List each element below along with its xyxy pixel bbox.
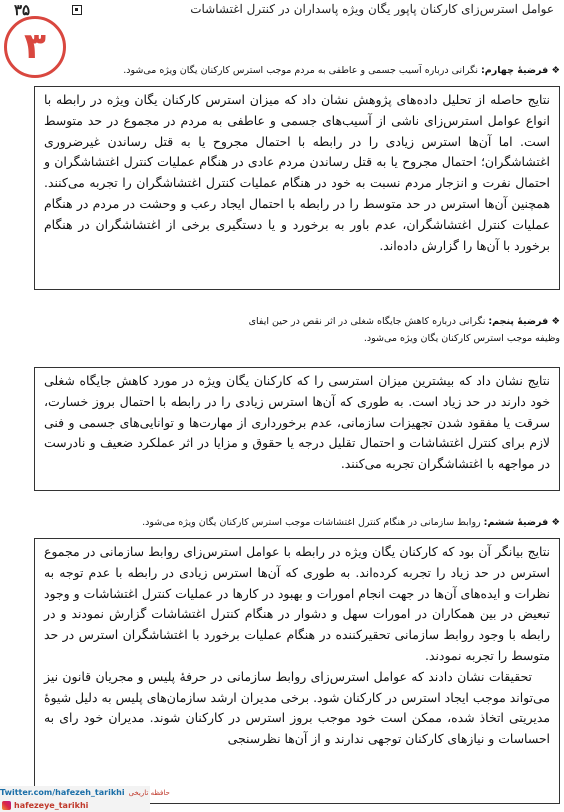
instagram-icon: [2, 801, 11, 810]
hypothesis-6: [50, 514, 560, 531]
hypothesis-4: [50, 62, 560, 79]
hypothesis-text: نگرانی درباره کاهش جایگاه شغلی در اثر نقص در حین ایفای وظیفه موجب استرس کارکنان یگان ویژه می‌شود.: [248, 316, 560, 344]
hypothesis-text: روابط سازمانی در هنگام کنترل اغتشاشات موجب استرس کارکنان یگان ویژه می‌شود.: [142, 517, 484, 528]
square-bullet-icon: [72, 5, 82, 15]
twitter-handle[interactable]: Twitter.com/hafezeh_tarikhi: [0, 788, 125, 797]
seal-digit: ۳: [24, 26, 46, 67]
twitter-note: حافظه تاریخی: [128, 788, 170, 797]
page-number: ۳۵: [14, 1, 31, 19]
instagram-handle[interactable]: hafezeye_tarikhi: [14, 801, 89, 810]
hypothesis-text: نگرانی درباره آسیب جسمی و عاطفی به مردم موجب استرس کارکنان یگان ویژه می‌شود.: [123, 65, 481, 76]
hypothesis-label: ❖ فرضیهٔ ششم:: [483, 517, 560, 528]
hypothesis-label: ❖ فرضیهٔ چهارم:: [481, 65, 560, 76]
results-box-6: [34, 538, 560, 804]
result-paragraph: نتایج بیانگر آن بود که کارکنان یگان ویژه در رابطه با عوامل استرس‌زای روابط سازمانی در مجموع استرس در حد زیاد را تجربه کرده‌اند. به طوری که آن‌ها استرس زیادی در رابطه با عدم توجه به نظرات و ایده‌های آن‌ها در جهت انجام امورات و بهبود در کارها در عملیات کنترل اغتشاشات و وجود تبعیض در بین همکاران در امورات سهل و دشوار در هنگام کنترل اغتشاشات گزارش نمودند و در رابطه با وجود روابط سازمانی تحقیرکننده در هنگام عملیات برخورد با اغتشاشگران استرس در حد متوسط را تجربه نمودند.: [44, 544, 550, 663]
results-box-5: [34, 367, 560, 491]
result-paragraph: تحقیقات نشان دادند که عوامل استرس‌زای روابط سازمانی در حرفهٔ پلیس و مجریان قانون نیز می‌تواند موجب ایجاد استرس در کارکنان شود. برخی مدیران ارشد سازمان‌های پلیس به دلیل شیوهٔ مدیریتی اتخاذ شده، ممکن است خود موجب بروز استرس در کارکنان شوند. مدیران خود رای به احساسات و نیازهای کارکنان توجهی ندارند و از آن‌ها نظرسنجی: [44, 668, 550, 747]
results-box-4: [34, 86, 560, 290]
social-watermark: [0, 786, 170, 812]
twitter-row: [0, 786, 170, 799]
hypothesis-label: ❖ فرضیهٔ پنجم:: [488, 316, 560, 327]
result-paragraph: نتایج حاصله از تحلیل داده‌های پژوهش نشان داد که میزان استرس کارکنان یگان ویژه در رابطه با انواع عوامل استرس‌زای ناشی از آسیب‌های جسمی و عاطفی به مردم در مجموع در حد متوسط است. اما آن‌ها استرس زیادی را در رابطه با احتمال مجروح یا به قتل رساندن غیرضروری اغتشاشگران؛ احتمال مجروح یا به قتل رساندن مردم عادی در هنگام عملیات کنترل اغتشاشگران و احتمال نفرت و انزجار مردم نسبت به خود در هنگام عملیات کنترل اغتشاشگران را تجربه می‌کنند. همچنین آن‌ها استرس در حد متوسط را در رابطه با احتمال ایجاد رعب و وحشت در مردم در هنگام عملیات کنترل اغتشاشگران، عدم باور به برخورد و یا دستگیری برخی از اغتشاشگران در هنگام برخورد با آن‌ها را گزارش داده‌اند.: [44, 92, 550, 253]
instagram-row: [0, 799, 150, 812]
result-paragraph: نتایج نشان داد که بیشترین میزان استرسی را که کارکنان یگان ویژه در مورد کاهش جایگاه شغلی خود دارند در حد زیاد است. به طوری که آن‌ها استرس زیادی را در رابطه با احتمال بروز خسارت، سرقت یا مفقود شدن تجهیزات سازمانی، عدم برخورداری از مهارت‌ها و توانایی‌های جسمی و فنی لازم برای کنترل اغتشاشات و احتمال تقلیل درجه یا حقوق و مزایا در اثر عملکرد ضعیف و نادرست در مواجهه با اغتشاشگران تجربه می‌کنند.: [44, 373, 550, 472]
hypothesis-5: [240, 313, 560, 347]
running-title: عوامل استرس‌زای کارکنان پاپور یگان ویژه پاسداران در کنترل اغتشاشات: [190, 2, 554, 16]
running-header: [0, 0, 564, 20]
